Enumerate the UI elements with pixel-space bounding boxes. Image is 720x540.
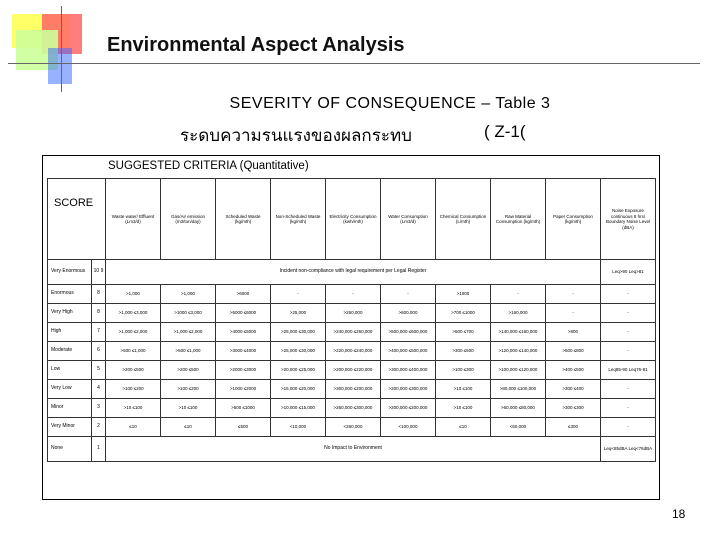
criteria-cell: >10 ≤100 — [436, 399, 491, 418]
criteria-cell: >1,000 — [106, 285, 161, 304]
level-label: None — [48, 437, 92, 462]
criteria-cell: >25,000 ≤30,000 — [271, 342, 326, 361]
column-header: Paper Consumption (kg/mth) — [546, 179, 601, 260]
criteria-cell: >500 ≤1,000 — [106, 342, 161, 361]
criteria-cell: ≤10 — [436, 418, 491, 437]
column-header: Water Consumption (Lm3/d) — [381, 179, 436, 260]
score-value: 5 — [92, 361, 106, 380]
criteria-cell: >200,000 ≤300,000 — [381, 380, 436, 399]
criteria-cell: >6000 — [216, 285, 271, 304]
criteria-cell: >500 ≤800 — [546, 342, 601, 361]
criteria-cell: ≤500 — [216, 418, 271, 437]
table-row — [48, 437, 656, 462]
criteria-cell: >20,000 ≤25,000 — [271, 361, 326, 380]
column-header: Raw Material Consumption (kg/mth) — [491, 179, 546, 260]
criteria-cell: >200 ≤500 — [161, 361, 216, 380]
table-row — [48, 323, 656, 342]
criteria-cell: >1000 — [436, 285, 491, 304]
criteria-cell: - — [601, 285, 656, 304]
column-header: Scheduled Waste (kg/mth) — [216, 179, 271, 260]
score-value: 4 — [92, 380, 106, 399]
criteria-cell: ≤10 — [106, 418, 161, 437]
criteria-cell: >260,000 — [326, 304, 381, 323]
score-value: 8 — [92, 285, 106, 304]
level-label: Very Minor — [48, 418, 92, 437]
noise-criteria-cell: Leq>90 Leq>81 — [601, 260, 656, 285]
criteria-cell: >100 ≤200 — [161, 380, 216, 399]
criteria-cell: >300,000 ≤400,000 — [381, 361, 436, 380]
table-row — [48, 380, 656, 399]
criteria-cell: >400,000 ≤500,000 — [381, 342, 436, 361]
criteria-cell: >5000 ≤6000 — [216, 304, 271, 323]
criteria-cell: - — [601, 418, 656, 437]
criteria-cell: >25,000 — [271, 304, 326, 323]
criteria-cell: >260,000 ≤300,000 — [326, 399, 381, 418]
criteria-cell: - — [601, 342, 656, 361]
decorative-horizontal-line — [8, 63, 700, 64]
criteria-cell: >100 ≤300 — [436, 361, 491, 380]
criteria-cell: - — [601, 304, 656, 323]
criteria-cell: - — [546, 285, 601, 304]
criteria-cell: >500 ≤1,000 — [161, 342, 216, 361]
table-row — [48, 285, 656, 304]
level-label: Very Low — [48, 380, 92, 399]
table-row — [48, 361, 656, 380]
slide-title: Environmental Aspect Analysis — [107, 34, 405, 56]
criteria-cell: >15,000 ≤20,000 — [271, 380, 326, 399]
criteria-cell: >10 ≤100 — [106, 399, 161, 418]
criteria-cell: <10,000 — [271, 418, 326, 437]
table-subtitle: SEVERITY OF CONSEQUENCE – Table 3 — [229, 95, 551, 112]
level-label: Minor — [48, 399, 92, 418]
criteria-title: SUGGESTED CRITERIA (Quantitative) — [108, 160, 309, 172]
criteria-cell: >1000 ≤2000 — [216, 380, 271, 399]
table-code: ( Z-1( — [484, 122, 526, 141]
page-number: 18 — [672, 507, 686, 521]
table-row — [48, 418, 656, 437]
criteria-cell: >160,000 — [491, 304, 546, 323]
criteria-cell: >10,000 ≤15,000 — [271, 399, 326, 418]
criteria-cell: >200 ≤500 — [106, 361, 161, 380]
criteria-cell: >60,000 ≤80,000 — [491, 399, 546, 418]
criteria-cell: >1,000 ≤2,000 — [161, 323, 216, 342]
level-label: High — [48, 323, 92, 342]
score-value: 10 9 — [92, 260, 106, 285]
criteria-cell: >300,000 ≤200,000 — [326, 380, 381, 399]
criteria-cell: >1,000 ≤3,000 — [106, 304, 161, 323]
level-label: Very High — [48, 304, 92, 323]
criteria-cell: - — [601, 380, 656, 399]
table-row — [48, 342, 656, 361]
criteria-cell: >140,000 ≤160,000 — [491, 323, 546, 342]
score-value: 7 — [92, 323, 106, 342]
criteria-cell: >240,000 ≤260,000 — [326, 323, 381, 342]
thai-subtitle: ระดบความรนแรงของผลกระทบ — [180, 126, 412, 146]
level-label: Low — [48, 361, 92, 380]
criteria-cell: >3000 ≤4000 — [216, 342, 271, 361]
criteria-cell: Leq85-90 Leq76-81 — [601, 361, 656, 380]
criteria-cell: - — [601, 323, 656, 342]
criteria-cell: >2000 ≤3000 — [216, 361, 271, 380]
column-header: Electricity Consumption (kwh/mth) — [326, 179, 381, 260]
decorative-vertical-line — [61, 6, 62, 92]
table-row — [48, 260, 656, 285]
criteria-cell: >300 ≤300 — [546, 399, 601, 418]
criteria-cell: >400 ≤500 — [546, 361, 601, 380]
criteria-cell: ≤300 — [546, 418, 601, 437]
criteria-cell: >10 ≤100 — [436, 380, 491, 399]
level-label: Enormous — [48, 285, 92, 304]
criteria-cell: >200,000 ≤220,000 — [326, 361, 381, 380]
criteria-cell: >10 ≤100 — [161, 399, 216, 418]
criteria-cell: - — [491, 285, 546, 304]
criteria-cell: >4000 ≤5000 — [216, 323, 271, 342]
criteria-cell: >600,000 — [381, 304, 436, 323]
criteria-cell: >80,000 ≤100,000 — [491, 380, 546, 399]
criteria-cell: <60,000 — [491, 418, 546, 437]
level-label: Very Enormous — [48, 260, 92, 285]
criteria-cell: - — [271, 285, 326, 304]
level-label: Moderate — [48, 342, 92, 361]
criteria-cell: >200,000 ≤200,000 — [381, 399, 436, 418]
table-row — [48, 399, 656, 418]
criteria-cell: >220,000 ≤240,000 — [326, 342, 381, 361]
criteria-cell: >100 ≤200 — [106, 380, 161, 399]
criteria-cell: <100,000 — [381, 418, 436, 437]
score-value: 1 — [92, 437, 106, 462]
blue-square — [48, 48, 72, 84]
score-value: 6 — [92, 342, 106, 361]
column-header: Non-Scheduled Waste (kg/mth) — [271, 179, 326, 260]
column-header: Gas/Air emission (m3/ton/day) — [161, 179, 216, 260]
criteria-cell: >500 ≤1000 — [216, 399, 271, 418]
criteria-cell: >500,000 ≤600,000 — [381, 323, 436, 342]
criteria-cell: - — [546, 304, 601, 323]
score-value: 2 — [92, 418, 106, 437]
score-header: SCORE — [48, 179, 106, 260]
criteria-cell: >800 — [546, 323, 601, 342]
criteria-cell: >120,000 ≤140,000 — [491, 342, 546, 361]
criteria-cell: >700 ≤1000 — [436, 304, 491, 323]
criteria-cell: - — [601, 399, 656, 418]
column-header: Waste water/ Effluent (Lm3/d) — [106, 179, 161, 260]
merged-criteria-cell: Incident non-compliance with legal requirement per Legal Register — [106, 260, 601, 285]
criteria-cell: - — [326, 285, 381, 304]
criteria-cell: >500 ≤700 — [436, 323, 491, 342]
column-header: Noise Exposure continuous 8 hrs/ Boundary Noise Level (dBA) — [601, 179, 656, 260]
noise-criteria-cell: Leq<85dBA Leq<76dBA — [601, 437, 656, 462]
criteria-cell: >1,000 — [161, 285, 216, 304]
criteria-cell: <260,000 — [326, 418, 381, 437]
criteria-cell: >25,000 ≤30,000 — [271, 323, 326, 342]
criteria-cell: >100,000 ≤120,000 — [491, 361, 546, 380]
severity-table — [47, 178, 656, 462]
criteria-cell: - — [381, 285, 436, 304]
score-value: 3 — [92, 399, 106, 418]
criteria-cell: >300 ≤500 — [436, 342, 491, 361]
column-header: Chemical Consumption (L/mth) — [436, 179, 491, 260]
score-value: 8 — [92, 304, 106, 323]
criteria-cell: ≤10 — [161, 418, 216, 437]
criteria-cell: >300 ≤400 — [546, 380, 601, 399]
merged-criteria-cell: No Impact to Environment — [106, 437, 601, 462]
criteria-cell: >1000 ≤3,000 — [161, 304, 216, 323]
criteria-cell: >1,000 ≤2,000 — [106, 323, 161, 342]
table-header-row — [48, 179, 656, 260]
table-row — [48, 304, 656, 323]
